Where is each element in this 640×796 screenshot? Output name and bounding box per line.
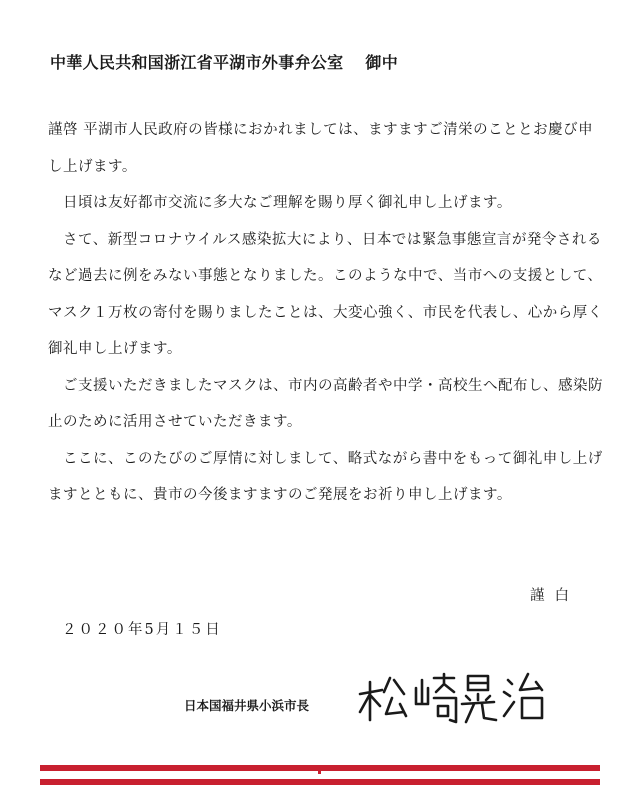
footer-band-dot xyxy=(318,771,321,774)
addressee-honorific: 御中 xyxy=(365,53,399,72)
signature-icon xyxy=(356,668,556,726)
paragraph-usage: ご支援いただきましたマスクは、市内の高齢者や中学・高校生へ配布し、感染防止のために活用させていただきます。 xyxy=(48,377,603,430)
footer-red-band-bottom xyxy=(40,779,600,785)
addressee-line xyxy=(50,50,398,73)
handwritten-signature xyxy=(356,668,556,726)
closing-phrase: 謹白 xyxy=(530,588,579,604)
letter-date: ２０２０年5月１５日 xyxy=(62,622,222,638)
paragraph-thanks: 日頃は友好都市交流に多大なご理解を賜り厚く御礼申し上げます。 xyxy=(48,195,512,211)
paragraph-greeting: 謹啓 平湖市人民政府の皆様におかれましては、ますますご清栄のこととお慶び申し上げます。 xyxy=(48,122,594,175)
letter-body xyxy=(48,112,604,514)
sender-title: 日本国福井県小浜市長 xyxy=(184,698,310,713)
paragraph-closing-remarks: ここに、このたびのご厚情に対しまして、略式ながら書中をもって御礼申し上げますとともに、貴市の今後ますますのご発展をお祈り申し上げます。 xyxy=(48,450,603,503)
addressee-name: 中華人民共和国浙江省平湖市外事弁公室 xyxy=(50,53,344,72)
paragraph-donation: さて、新型コロナウイルス感染拡大により、日本では緊急事態宣言が発令されるなど過去に例をみない事態となりました。このような中で、当市への支援として、マスク１万枚の寄付を賜りましたことは、大変心強く、市民を代表し、心から厚く御礼申し上げます。 xyxy=(48,231,603,357)
